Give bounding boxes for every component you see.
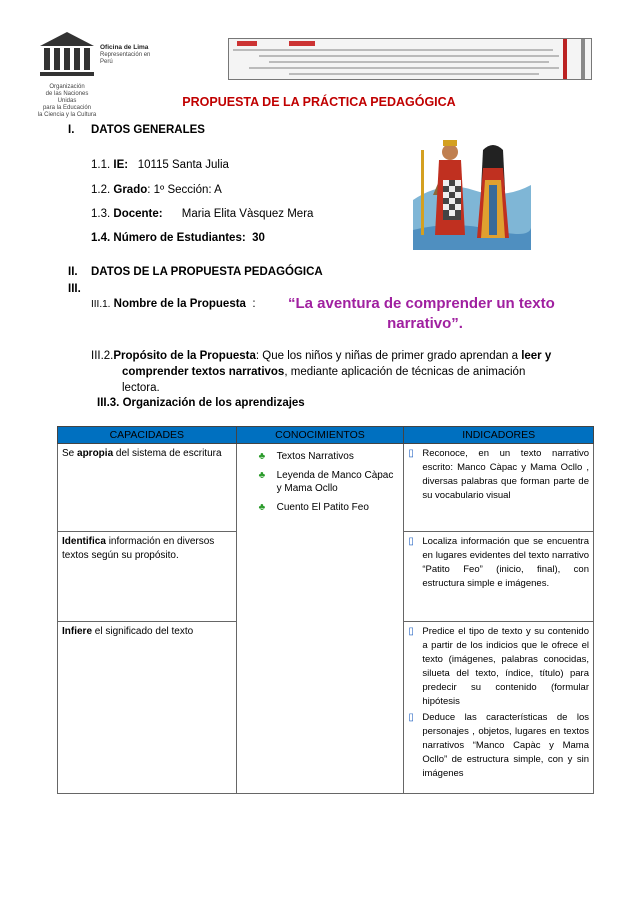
header-indicadores: INDICADORES [404,427,594,444]
section2-heading: DATOS DE LA PROPUESTA PEDAGÓGICA [91,266,323,278]
capacidad-2: Identifica información en diversos textos según su propósito. [58,532,237,622]
capacidad-1: Se apropia del sistema de escritura [58,444,237,532]
conocimiento-item: ♣ Textos Narrativos [258,451,354,462]
purpose-line-2: comprender textos narrativos, mediante aplicación de técnicas de animación [122,366,526,378]
square-bullet-icon: ▯ [408,536,414,547]
indicador-1: ▯ Reconoce, en un texto narrativo escrito: Manco Càpac y Mama Ocllo , diversas palabras que forman parte de su vocabulario visual [404,444,594,532]
item-estudiantes: 1.4. Número de Estudiantes: 30 [91,232,265,244]
organization-heading: III.3. Organización de los aprendizajes [97,397,305,409]
club-bullet-icon: ♣ [258,501,266,513]
proposal-name-value-2: narrativo”. [387,315,463,332]
document-title: PROPUESTA DE LA PRÁCTICA PEDAGÓGICA [182,95,456,109]
conocimiento-item: ♣ Leyenda de Manco Càpac y Mama Ocllo [258,469,394,494]
purpose-line-1: III.2.Propósito de la Propuesta: Que los niños y niñas de primer grado aprendan a leer y [91,350,552,362]
indicador-3: ▯ Predice el tipo de texto y su contenido a partir de los indicios que le ofrece el texto (imágenes, palabras conocidas, silueta del texto, índice, título) para predecir su contenido (formular hipótesis ▯ Deduce las características de los personajes , objetos, lugares en textos narrativos “Manco Capàc y Mama Ocllo” de estructura simple, con y sin imágenes [404,622,594,794]
item-ie: 1.1. IE: 10115 Santa Julia [91,159,229,171]
section2-num: II. [68,266,78,278]
purpose-line-3: lectora. [122,382,160,394]
indicador-2: ▯ Localiza información que se encuentra en lugares evidentes del texto narrativo “Patito Feo” (inicio, final), con estructura simple e imágenes. [404,532,594,622]
item-grado: 1.2. Grado: 1º Sección: A [91,184,222,196]
capacidad-3: Infiere el significado del texto [58,622,237,794]
learning-organization-table [57,426,594,794]
org-lines: Organización de las Naciones Unidas para la Educación la Ciencia y la Cultura [37,84,97,118]
item-docente: 1.3. Docente: Maria Elita Vàsquez Mera [91,208,314,220]
conocimientos-cell [236,444,404,794]
square-bullet-icon: ▯ [408,712,414,723]
office-name: Oficina de Lima Representación en Perú [100,44,151,65]
club-bullet-icon: ♣ [258,451,266,462]
proposal-name-line: III.1. Nombre de la Propuesta : [91,298,256,310]
proposal-name-value-1: “La aventura de comprender un texto [288,295,555,312]
club-bullet-icon: ♣ [258,469,266,481]
square-bullet-icon: ▯ [408,448,414,459]
section3-num: III. [68,283,81,295]
header-capacidades: CAPACIDADES [58,427,237,444]
header-banner-image [228,38,592,80]
square-bullet-icon: ▯ [408,626,414,637]
header-conocimientos: CONOCIMIENTOS [236,427,404,444]
section1-num: I. [68,124,75,136]
manco-capac-mama-ocllo-illustration [413,130,531,250]
conocimiento-item: ♣ Cuento El Patito Feo [258,501,369,513]
unesco-logo [36,30,98,82]
section1-heading: DATOS GENERALES [91,124,205,136]
